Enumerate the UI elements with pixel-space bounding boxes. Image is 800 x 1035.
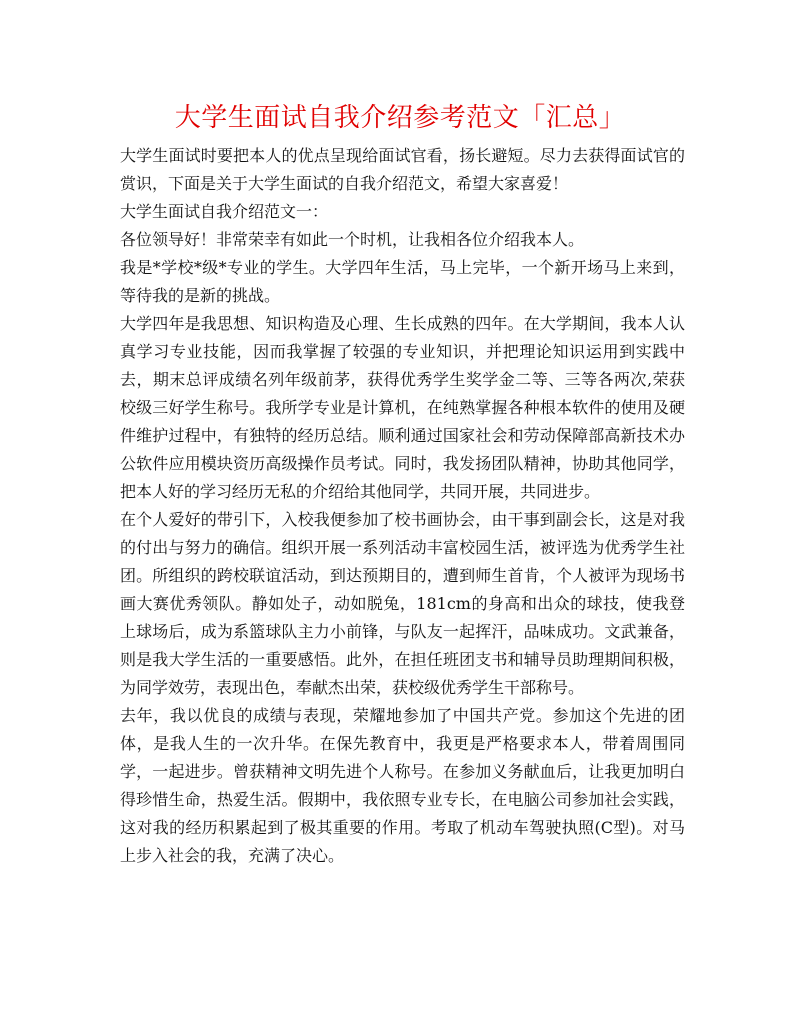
- study-paragraph: 大学四年是我思想、知识构造及心理、生长成熟的四年。在大学期间，我本人认真学习专业技能，因而我掌握了较强的专业知识，并把理论知识运用到实践中去，期末总评成绩名列年级前茅，获得优秀学生奖学金二等、三等各两次,荣获校级三好学生称号。我所学专业是计算机，在纯熟掌握各种根本软件的使用及硬件维护过程中，有独特的经历总结。顺利通过国家社会和劳动保障部高新技术办公软件应用模块资历高级操作员考试。同时，我发扬团队精神，协助其他同学，把本人好的学习经历无私的介绍给其他同学，共同开展，共同进步。: [120, 314, 685, 501]
- activities-paragraph: 在个人爱好的带引下，入校我便参加了校书画协会，由干事到副会长，这是对我的付出与努力的确信。组织开展一系列活动丰富校园生活，被评选为优秀学生社团。所组织的跨校联谊活动，到达预期目的，遭到师生首肯，个人被评为现场书画大赛优秀领队。静如处子，动如脱兔，181cm的身高和出众的球技，使我登上球场后，成为系篮球队主力小前锋，与队友一起挥汗，品味成功。文武兼备，则是我大学生活的一重要感悟。此外，在担任班团支书和辅导员助理期间积极，为同学效劳，表现出色，奉献杰出荣，获校级优秀学生干部称号。: [120, 510, 685, 697]
- greeting-paragraph: 各位领导好！非常荣幸有如此一个时机，让我相各位介绍我本人。: [120, 230, 585, 249]
- achievements-paragraph: 去年，我以优良的成绩与表现，荣耀地参加了中国共产党。参加这个先进的团体，是我人生的一次升华。在保先教育中，我更是严格要求本人，带着周围同学，一起进步。曾获精神文明先进个人称号。在参加义务献血后，让我更加明白得珍惜生命，热爱生活。假期中，我依照专业专长，在电脑公司参加社会实践，这对我的经历积累起到了极其重要的作用。考取了机动车驾驶执照(C型)。对马上步入社会的我，充满了决心。: [120, 706, 685, 865]
- section-heading: 大学生面试自我介绍范文一：: [120, 202, 329, 221]
- document-title: 大学生面试自我介绍参考范文「汇总」: [174, 103, 626, 133]
- document-body: [120, 142, 685, 870]
- background-paragraph: 我是*学校*级*专业的学生。大学四年生活，马上完毕，一个新开场马上来到，等待我的是新的挑战。: [120, 258, 685, 305]
- intro-paragraph: 大学生面试时要把本人的优点呈现给面试官看，扬长避短。尽力去获得面试官的赏识，下面是关于大学生面试的自我介绍范文，希望大家喜爱！: [120, 146, 685, 193]
